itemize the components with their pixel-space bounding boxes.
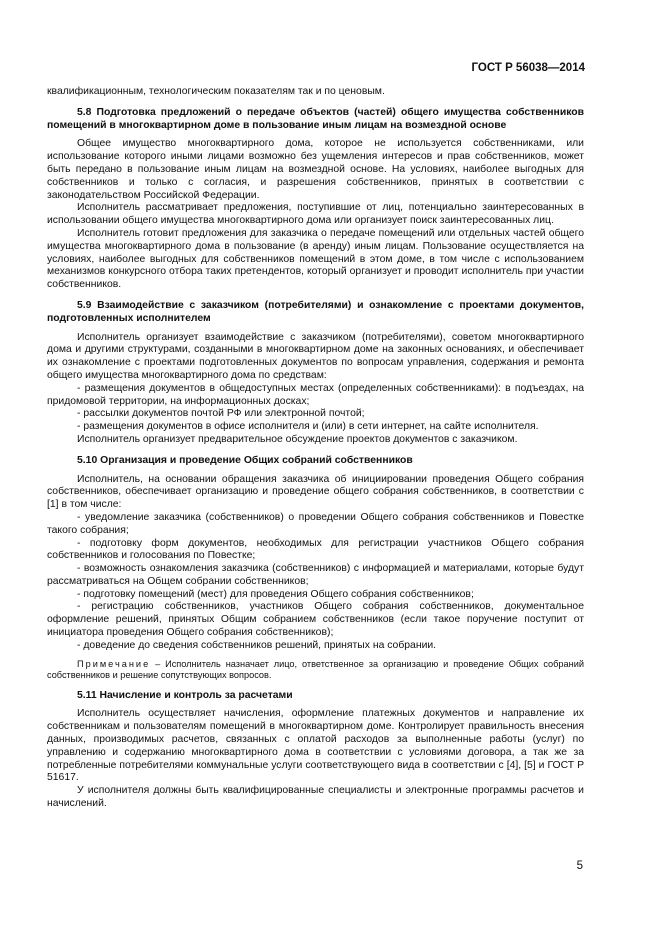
list-item: - уведомление заказчика (собственников) о проведении Общего собрания собственников и Повестке такого собрания;: [47, 511, 584, 536]
list-item: - рассылки документов почтой РФ или электронной почтой;: [77, 408, 365, 420]
paragraph: Исполнитель организует предварительное обсуждение проектов документов с заказчиком.: [77, 433, 518, 445]
note-label: Примечание: [77, 658, 151, 669]
list-item: - размещения документов в офисе исполнителя и (или) в сети интернет, на сайте исполнителя.: [77, 421, 539, 433]
paragraph: Исполнитель готовит предложения для заказчика о передаче помещений или отдельных частей общего имущества многоквартирного дома в пользование (в аренду) иным лицам. Пользование осуществляется на условиях, наиболее выгодных для собственников помещений в этом доме, в том числе с использованием механизмов конкурсного отбора таких претендентов, который организует и проводит исполнитель при участии собственников.: [47, 227, 584, 291]
paragraph: Исполнитель осуществляет начисления, оформление платежных документов и направление их собственникам и пользователям помещений в многоквартирном доме. Контролирует правильность внесения данных, производимых расчетов, связанных с оплатой расходов за выполненные работы (услуг) по управлению и содержанию многоквартирного дома в соответствии с условиями договора, а так же за потребленные потребителями коммунальные услуги соответствующего вида в соответствии с [4], [5] и ГОСТ Р 51617.: [47, 708, 584, 784]
note: [47, 659, 584, 682]
paragraph: Общее имущество многоквартирного дома, которое не используется собственниками, или использование которого иными лицами возможно без ущемления интересов и прав собственников, может быть передано в пользование иным лицам на возмездной основе. На условиях, наиболее выгодных для собственников и только с согласия, и разрешения собственников, принятых в соответствии с законодательством Российской Федерации.: [47, 138, 584, 201]
paragraph: квалификационным, технологическим показателям так и по ценовым.: [47, 86, 385, 97]
page-number: 5: [576, 860, 583, 872]
note-text: – Исполнитель назначает лицо, ответственное за организацию и проведение Общих собраний собственников и решение сопутствующих вопросов.: [47, 658, 584, 681]
paragraph: У исполнителя должны быть квалифицированные специалисты и электронные программы расчетов и начислений.: [47, 785, 584, 810]
list-item: - регистрацию собственников, участников Общего собрания собственников, документальное оформление решений, принятых Общим собранием собственников (если такое поручение поступит от инициатора проведения Общего собрания собственников);: [47, 601, 584, 639]
paragraph: Исполнитель, на основании обращения заказчика об инициировании проведения Общего собрания собственников, обеспечивает организацию и проведение общего собрания собственников, в соответствии с [1] в том числе:: [47, 473, 584, 511]
standard-header: ГОСТ Р 56038—2014: [471, 62, 585, 74]
list-item: - возможность ознакомления заказчика (собственников) с информацией и материалами, которые будут рассматриваться на Общем собрании собственников;: [47, 563, 584, 587]
list-item: - доведение до сведения собственников решений, принятых на собрании.: [77, 639, 437, 651]
paragraph: Исполнитель организует взаимодействие с заказчиком (потребителями), советом многоквартирного дома и другими структурами, созданными в многоквартирном доме на законных основаниях, и обеспечивает их ознакомление с проектами подготовленных документов по вопросам управления, содержания и ремонта общего имущества многоквартирного дома по средствам:: [47, 331, 584, 381]
section-heading-5-11: 5.11 Начисление и контроль за расчетами: [77, 689, 293, 701]
document-body: [47, 86, 584, 811]
paragraph: Исполнитель рассматривает предложения, поступившие от лиц, потенциально заинтересованных в использовании общего имущества многоквартирного дома или организует поиск заинтересованных лиц.: [47, 202, 584, 227]
list-item: - подготовку форм документов, необходимых для регистрации участников Общего собрания собственников и голосования по Повестке;: [47, 537, 584, 562]
section-heading-5-8: 5.8 Подготовка предложений о передаче объектов (частей) общего имущества собственников помещений в многоквартирном доме в пользование иным лицам на возмездной основе: [47, 106, 584, 131]
list-item: - подготовку помещений (мест) для проведения Общего собрания собственников;: [77, 588, 474, 600]
section-heading-5-10: 5.10 Организация и проведение Общих собраний собственников: [77, 454, 413, 466]
list-item: - размещения документов в общедоступных местах (определенных собственниками): в подъездах, на придомовой территории, на информационных досках;: [47, 382, 584, 407]
section-heading-5-9: 5.9 Взаимодействие с заказчиком (потребителями) и ознакомление с проектами документов, подготовленных исполнителем: [47, 299, 584, 324]
